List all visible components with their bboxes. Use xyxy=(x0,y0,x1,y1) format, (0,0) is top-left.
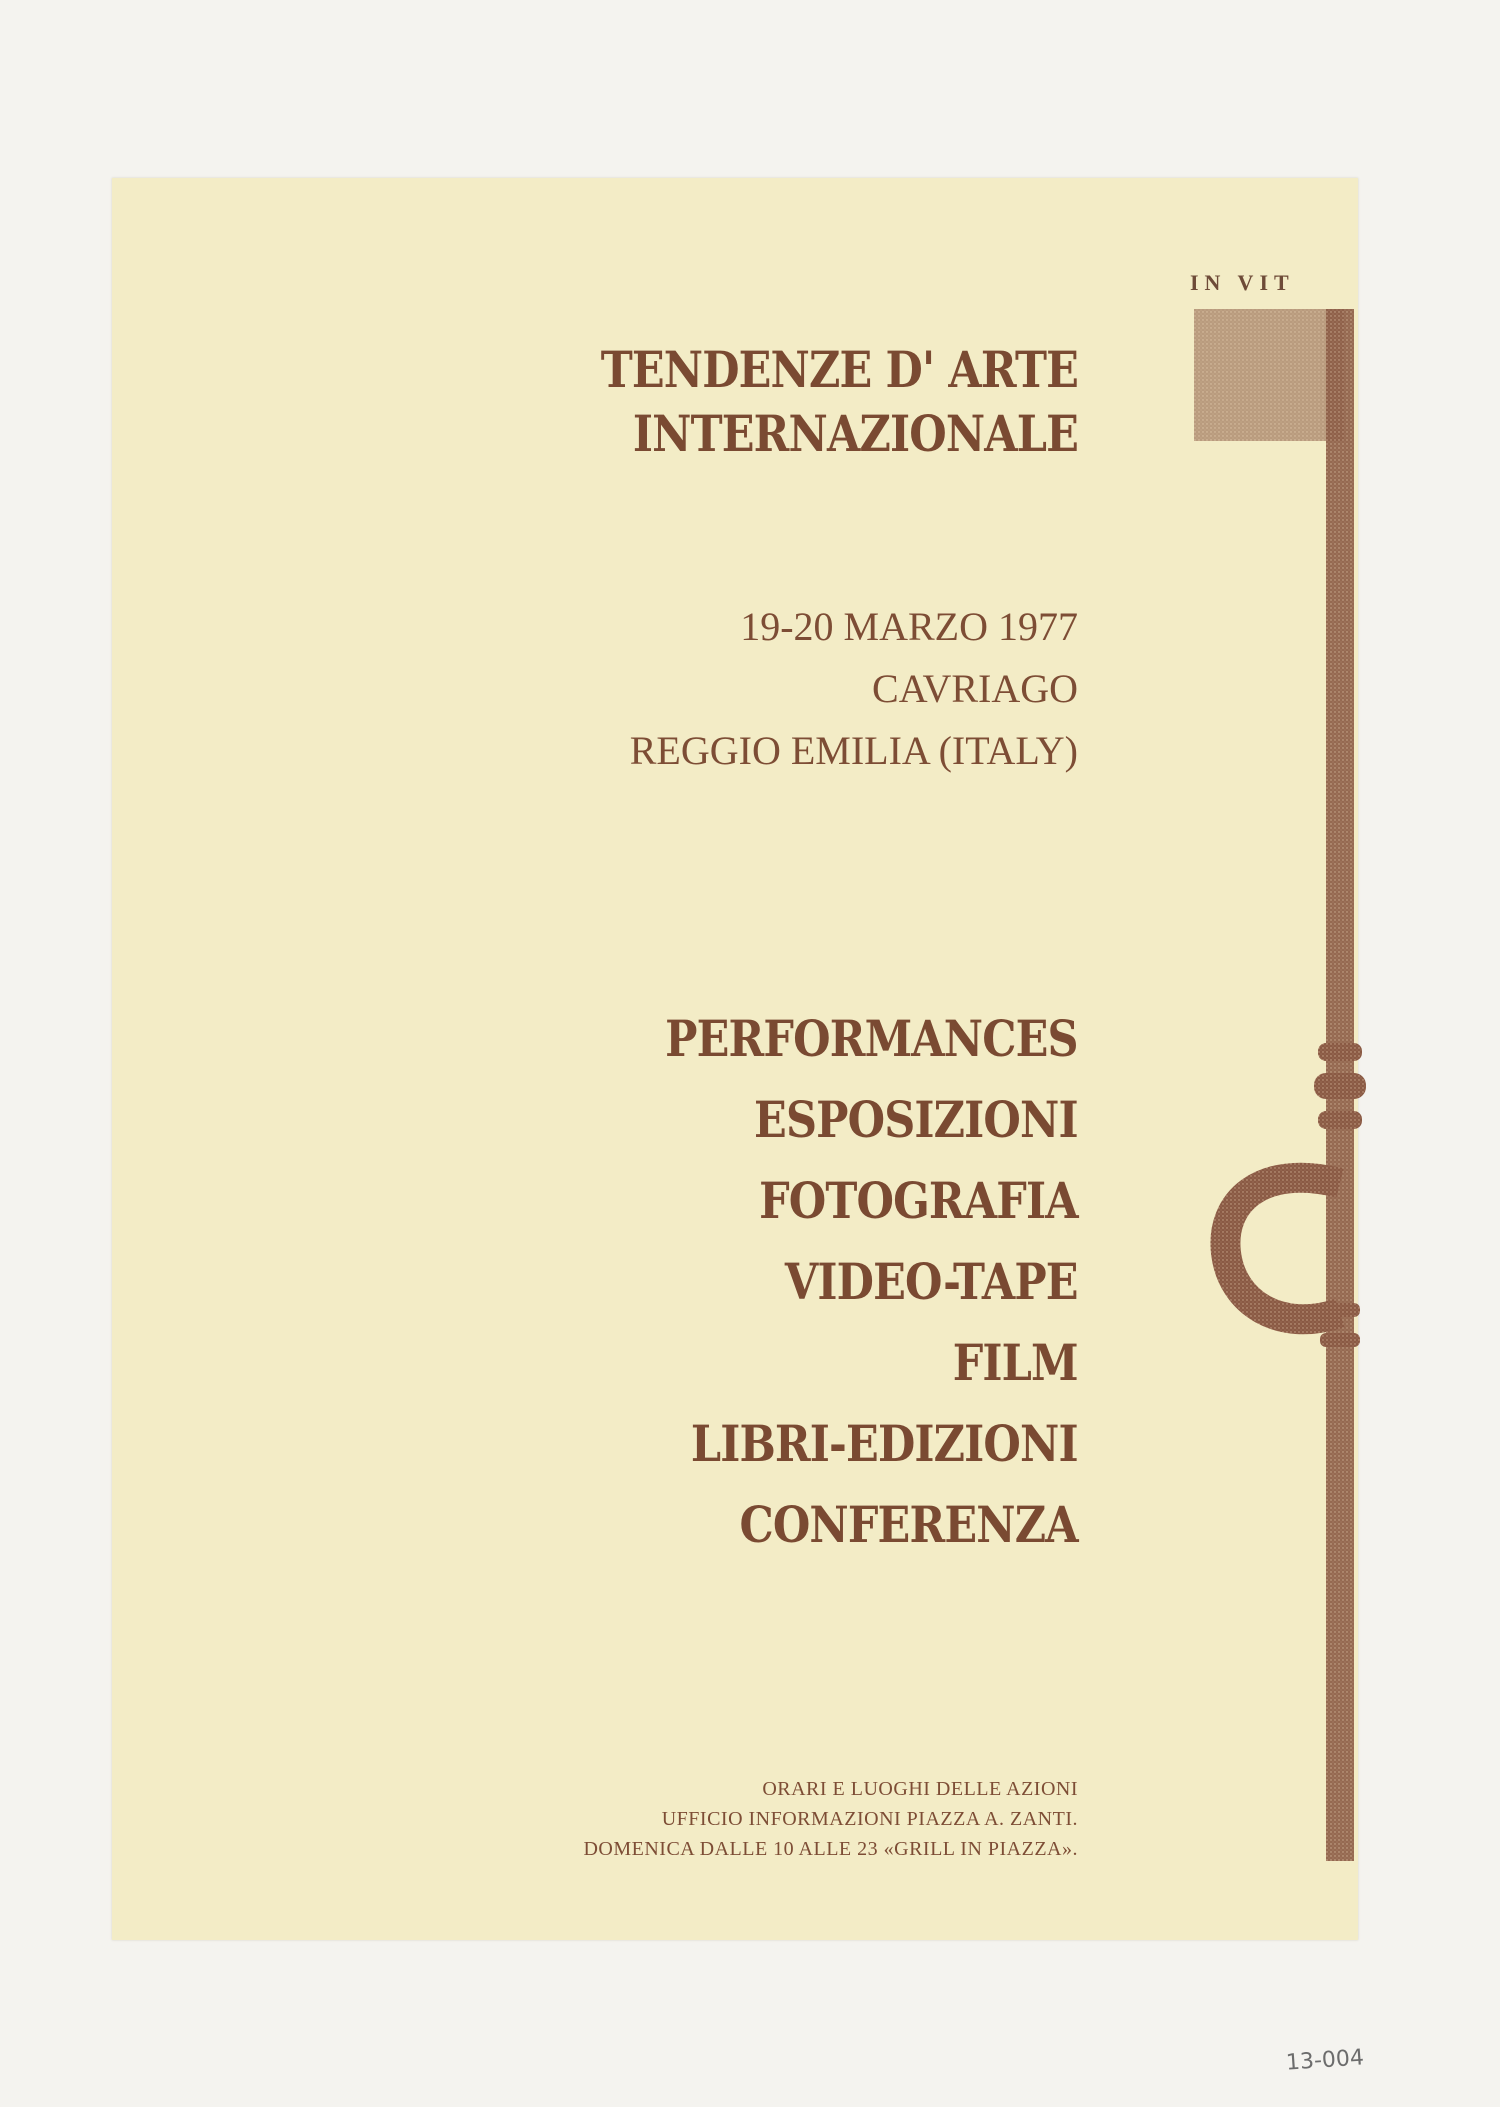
footer-notes xyxy=(583,1774,1078,1864)
topic-item: CONFERENZA xyxy=(739,1495,1078,1554)
topics-list xyxy=(665,998,1078,1565)
event-dates: 19-20 MARZO 1977 xyxy=(740,604,1078,649)
footer-line-3: DOMENICA DALLE 10 ALLE 23 «GRILL IN PIAZZA». xyxy=(583,1838,1078,1860)
topic-item: FILM xyxy=(952,1333,1078,1392)
event-region: REGGIO EMILIA (ITALY) xyxy=(629,728,1078,773)
footer-line-2: UFFICIO INFORMAZIONI PIAZZA A. ZANTI. xyxy=(661,1808,1078,1830)
topic-item: PERFORMANCES xyxy=(665,1009,1078,1068)
topic-item: VIDEO-TAPE xyxy=(785,1252,1078,1311)
invite-label: IN VIT xyxy=(1190,270,1295,295)
archive-code: 13-004 xyxy=(1285,2045,1365,2076)
event-town: CAVRIAGO xyxy=(872,666,1078,711)
invitation-sheet xyxy=(112,178,1358,1940)
event-title xyxy=(601,338,1078,466)
event-info xyxy=(630,596,1078,782)
topic-item: FOTOGRAFIA xyxy=(759,1171,1078,1230)
footer-line-1: ORARI E LUOGHI DELLE AZIONI xyxy=(762,1778,1078,1800)
title-line-1: TENDENZE D' ARTE xyxy=(600,340,1078,399)
topic-item: ESPOSIZIONI xyxy=(754,1090,1078,1149)
key-illustration-icon xyxy=(1190,303,1370,1863)
topic-item: LIBRI-EDIZIONI xyxy=(691,1414,1078,1473)
title-line-2: INTERNAZIONALE xyxy=(632,404,1078,463)
